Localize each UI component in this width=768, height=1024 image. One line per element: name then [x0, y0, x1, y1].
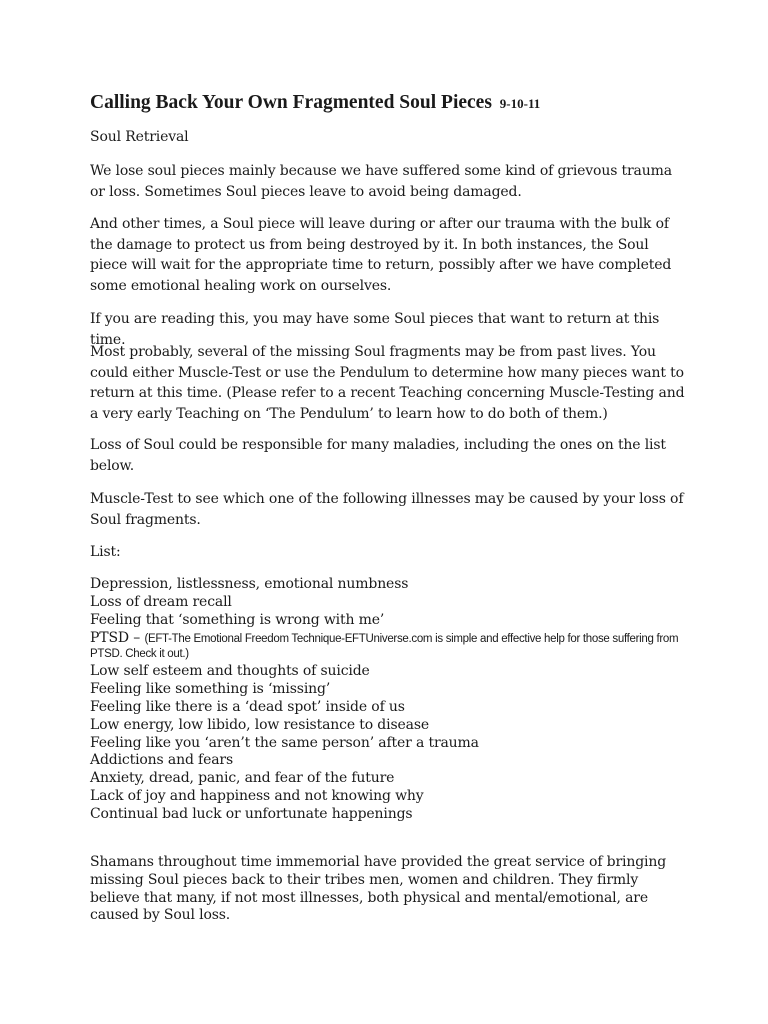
- ptsd-label: PTSD –: [90, 630, 141, 647]
- paragraph-2: And other times, a Soul piece will leave during or after our trauma with the bulk of the damage to protect us from being destroyed by it. In both instances, the Soul piece will wait for the appropriate time to return, possibly after we have completed some emotional healing work on ourselves.: [90, 216, 672, 294]
- list-item: Low energy, low libido, low resistance to disease: [90, 716, 429, 733]
- paragraph-3: If you are reading this, you may have some Soul pieces that want to return at this time.: [90, 311, 660, 348]
- list-heading: List:: [90, 544, 121, 560]
- page-title: [90, 92, 540, 114]
- list-item: Feeling like there is a ‘dead spot’ inside of us: [90, 698, 405, 715]
- paragraph-4: Most probably, several of the missing Soul fragments may be from past lives. You could either Muscle-Test or use the Pendulum to determine how many pieces want to return at this time. (Please refer to a recent Teaching concerning Muscle-Testing and a very early Teaching on ‘The Pendulum’ to learn how to do both of them.): [90, 344, 685, 422]
- list-item: Low self esteem and thoughts of suicide: [90, 663, 370, 680]
- title-text: Calling Back Your Own Fragmented Soul Pieces: [90, 92, 492, 113]
- title-date: 9-10-11: [499, 96, 541, 111]
- paragraph-1: We lose soul pieces mainly because we have suffered some kind of grievous trauma or loss. Sometimes Soul pieces leave to avoid being damaged.: [90, 163, 672, 200]
- list-item: Feeling like you ‘aren’t the same person’ after a trauma: [90, 734, 479, 751]
- list-item: Anxiety, dread, panic, and fear of the future: [90, 770, 395, 787]
- paragraph-6: Muscle-Test to see which one of the following illnesses may be caused by your loss of Soul fragments.: [90, 491, 684, 528]
- ptsd-note: (EFT-The Emotional Freedom Technique-EFTUniverse.com is simple and effective help for those suffering from PTSD. Check it out.): [90, 633, 679, 661]
- list-item: Loss of dream recall: [90, 593, 232, 610]
- list-item-ptsd: [90, 629, 690, 663]
- list-item: Depression, listlessness, emotional numbness: [90, 576, 409, 592]
- maladies-list: [90, 576, 690, 824]
- closing-paragraph: Shamans throughout time immemorial have provided the great service of bringing missing Soul pieces back to their tribes men, women and children. They firmly believe that many, if not most illnesses, both physical and mental/emotional, are caused by Soul loss.: [90, 854, 667, 924]
- list-item: Feeling like something is ‘missing’: [90, 681, 331, 698]
- list-item: Addictions and fears: [90, 752, 234, 769]
- list-item: Feeling that ‘something is wrong with me’: [90, 611, 385, 628]
- list-item: Lack of joy and happiness and not knowing why: [90, 787, 424, 804]
- subtitle: Soul Retrieval: [90, 129, 189, 145]
- list-item: Continual bad luck or unfortunate happenings: [90, 805, 413, 822]
- paragraph-5: Loss of Soul could be responsible for many maladies, including the ones on the list below.: [90, 437, 666, 474]
